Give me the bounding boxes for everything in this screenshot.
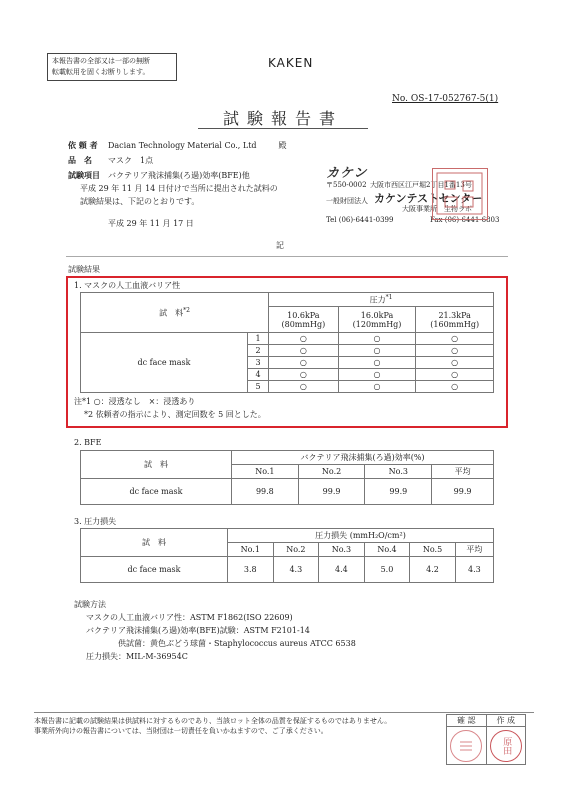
methods-line-2: バクテリア飛沫捕集(ろ過)効率(BFE)試験：ASTM F2101-14: [86, 626, 310, 635]
issuer-logo: カケン: [326, 166, 368, 181]
methods-line-3: 供試菌：黄色ぶどう球菌・Staphylococcus aureus ATCC 6538: [118, 639, 356, 648]
s3-col-header: No.3: [319, 543, 365, 557]
page-title: 試験報告書: [222, 109, 343, 128]
s1-cell: ○: [269, 369, 339, 381]
methods-line-4: 圧力損失：MIL-M-36954C: [86, 652, 188, 661]
issuer-address: 大阪市西区江戸堀2丁目1番13号: [370, 181, 472, 189]
s1-p3-kpa: 21.3kPa: [438, 310, 471, 320]
notice-line-1: 本報告書の全部又は一部の無断: [52, 57, 150, 65]
s1-row-num: 1: [248, 333, 269, 345]
test-label: 試験項目: [68, 170, 100, 180]
seal-mark-icon: [456, 736, 476, 756]
s2-col-header: No.2: [298, 465, 365, 479]
methods-block: [74, 598, 356, 663]
s3-group-header: 圧力損失 (mmH₂O/cm²): [228, 529, 494, 543]
client-label: 依 頼 者: [68, 140, 98, 150]
s1-pressure-header-cell: [269, 293, 494, 307]
s2-sample-name: dc face mask: [81, 479, 232, 505]
s1-note-2: *2 依頼者の指示により、測定回数を 5 回とした。: [84, 410, 266, 419]
client-value: Dacian Technology Material Co., Ltd: [108, 141, 257, 150]
s1-row-num: 5: [248, 381, 269, 393]
section3-title: 3. 圧力損失: [74, 517, 117, 526]
confirm-seal-cell: [447, 727, 487, 765]
issuer-zip: 〒550-0002: [326, 181, 367, 189]
s1-cell: ○: [269, 357, 339, 369]
intro-line-1: 平成 29 年 11 月 14 日付けで当所に提出された試料の: [80, 184, 278, 193]
results-heading: 試験結果: [68, 265, 100, 274]
notice-line-2: 転載転用を固くお断りします。: [52, 68, 150, 76]
s1-pressure-header: 圧力: [369, 295, 386, 305]
footer-line-1: 本報告書に記載の試験結果は供試料に対するものであり、当該ロット全体の品質を保証するものではありません。: [34, 717, 392, 725]
s2-col-header: 平均: [432, 465, 494, 479]
s3-col-header: No.5: [410, 543, 456, 557]
s3-sample-name: dc face mask: [81, 557, 228, 583]
intro-text: [80, 182, 278, 208]
s1-cell: ○: [416, 333, 494, 345]
footer-line-2: 事業所外向けの報告書については、当財団は一切責任を負いかねますので、ご了承ください。: [34, 727, 328, 735]
s1-p2-kpa: 16.0kPa: [360, 310, 394, 320]
notice-box: [47, 53, 177, 81]
s3-value: 4.3: [455, 557, 493, 583]
brand-name: KAKEN: [268, 56, 314, 70]
create-seal-icon: [490, 730, 522, 762]
confirm-label: 確 認: [447, 715, 487, 727]
intro-line-2: 試験結果は、下記のとおりです。: [80, 197, 200, 206]
section2-title: 2. BFE: [74, 438, 102, 447]
s3-col-header: 平均: [455, 543, 493, 557]
s1-cell: ○: [338, 333, 416, 345]
s3-value: 4.3: [273, 557, 319, 583]
s2-sample-header: 試 料: [81, 451, 232, 479]
footer-text: [34, 716, 434, 736]
section3-table: [80, 528, 494, 583]
s3-sample-header: 試 料: [81, 529, 228, 557]
s3-value: 4.4: [319, 557, 365, 583]
official-stamp: [432, 168, 488, 220]
methods-line-1: マスクの人工血液バリア性：ASTM F1862(ISO 22609): [86, 613, 293, 622]
s2-value: 99.9: [298, 479, 365, 505]
issuer-branch: 大阪事業所 生物ラボ: [402, 205, 472, 213]
s1-row-num: 3: [248, 357, 269, 369]
report-date: 平成 29 年 11 月 17 日: [108, 219, 194, 228]
s1-p1-mmhg: (80mmHg): [281, 319, 326, 329]
s1-cell: ○: [338, 369, 416, 381]
s1-pressure-col-1: [269, 307, 339, 333]
section2-table: [80, 450, 494, 505]
issuer-org-type: 一般財団法人: [326, 197, 368, 205]
test-value: バクテリア飛沫捕集(ろ過)効率(BFE)他: [108, 171, 250, 180]
s2-col-header: No.3: [365, 465, 432, 479]
s1-pressure-col-2: [338, 307, 416, 333]
s1-row-num: 4: [248, 369, 269, 381]
s3-value: 4.2: [410, 557, 456, 583]
s1-pressure-note-mark: *1: [385, 293, 393, 301]
s1-row-num: 2: [248, 345, 269, 357]
stamp-pattern-icon: [433, 169, 486, 218]
footer-divider: [34, 712, 534, 713]
client-suffix: 殿: [278, 141, 287, 150]
s1-note-1: 注*1 ○：浸透なし ×：浸透あり: [74, 397, 196, 406]
s1-cell: ○: [269, 381, 339, 393]
s3-col-header: No.2: [273, 543, 319, 557]
title-underline: [198, 128, 368, 129]
s1-p2-mmhg: (120mmHg): [352, 319, 402, 329]
s1-p1-kpa: 10.6kPa: [287, 310, 320, 320]
section1-table: [80, 292, 494, 393]
s3-value: 3.8: [228, 557, 274, 583]
s1-sample-header-cell: [81, 293, 269, 333]
confirm-seal-icon: [450, 730, 482, 762]
s1-sample-name: dc face mask: [81, 333, 248, 393]
s1-cell: ○: [416, 381, 494, 393]
seal-name: 原田: [501, 736, 512, 755]
divider: [66, 256, 508, 257]
product-value: マスク 1点: [108, 156, 154, 165]
approval-table: [446, 714, 526, 765]
methods-heading: 試験方法: [74, 600, 106, 609]
header-block: [68, 138, 287, 183]
issuer-tel: Tel (06)-6441-0399: [326, 216, 394, 224]
s1-cell: ○: [416, 369, 494, 381]
document-number: No. OS-17-052767-5(1): [392, 94, 499, 104]
s2-group-header: バクテリア飛沫捕集(ろ過)効率(%): [232, 451, 494, 465]
issuer-org-name: カケンテストセンター: [374, 192, 483, 205]
s3-value: 5.0: [364, 557, 410, 583]
s1-pressure-col-3: [416, 307, 494, 333]
section1-title: 1. マスクの人工血液バリア性: [74, 281, 181, 290]
create-seal-cell: [486, 727, 526, 765]
s1-cell: ○: [416, 357, 494, 369]
s2-value: 99.9: [432, 479, 494, 505]
s1-cell: ○: [338, 381, 416, 393]
create-label: 作 成: [486, 715, 526, 727]
s1-p3-mmhg: (160mmHg): [430, 319, 480, 329]
s1-sample-header: 試 料: [159, 308, 184, 318]
s1-cell: ○: [269, 345, 339, 357]
s2-col-header: No.1: [232, 465, 299, 479]
s1-cell: ○: [416, 345, 494, 357]
s1-cell: ○: [338, 357, 416, 369]
issuer-fax: Fax (06)-6441-6803: [430, 216, 500, 224]
s3-col-header: No.1: [228, 543, 274, 557]
s1-sample-note-mark: *2: [183, 306, 190, 314]
product-label: 品 名: [68, 155, 92, 165]
s3-col-header: No.4: [364, 543, 410, 557]
s2-value: 99.9: [365, 479, 432, 505]
s1-cell: ○: [338, 345, 416, 357]
s1-cell: ○: [269, 333, 339, 345]
ki-mark: 記: [276, 241, 284, 250]
s2-value: 99.8: [232, 479, 299, 505]
